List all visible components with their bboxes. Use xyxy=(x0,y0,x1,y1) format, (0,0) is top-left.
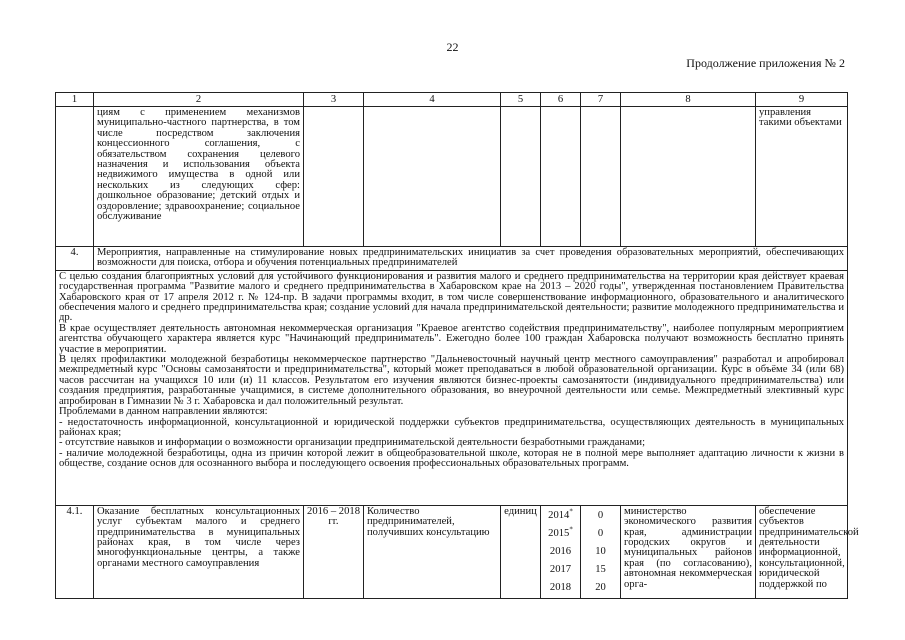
column-header: 3 xyxy=(304,93,364,107)
column-header: 9 xyxy=(756,93,848,107)
description-row xyxy=(56,270,848,505)
problem-item: - недостаточность информационной, консультационной и юридической поддержки субъектов предпринимательства, осуществляющих деятельность в муниципальных районах края; xyxy=(59,416,844,438)
section-description xyxy=(56,270,848,505)
description-paragraph: С целью создания благоприятных условий для устойчивого функционирования и развития малого и среднего предпринимательства на территории края действует краевая государственная программа "Развитие малого и среднего предпринимательства в Хабаровском крае на 2013 – 2020 годы", утвержденная постановлением Правительства Хабаровского края от 17 апреля 2012 г. № 124-пр. В задачи программы входит, в том числе совершенствование информационного, образовательного и аналитического обеспечения малого и среднего предпринимательства края; создание условий для начала предпринимательской деятельности; развитие молодежного предпринимательства и др. xyxy=(59,270,844,324)
year-cell: 2015* xyxy=(548,525,573,539)
result-text-continued: управления такими объектами xyxy=(756,107,848,247)
description-paragraph: В крае осуществляет деятельность автономная некоммерческая организация "Краевое агентство содействия предпринимательству", наиболее популярным мероприятием агентства обучающего характера является курс "Начинающий предприниматель". Ежегодно более 100 граждан Хабаровска получают возможность бесплатно принять участие в мероприятии. xyxy=(59,322,844,355)
section-number: 4. xyxy=(56,247,94,271)
value-column xyxy=(581,505,621,598)
year-cell: 2016 xyxy=(549,545,572,557)
value-cell: 15 xyxy=(595,563,606,575)
year-cell: 2017 xyxy=(549,563,572,575)
value-cell: 20 xyxy=(595,581,606,593)
year-cell: 2018 xyxy=(549,581,572,593)
measure-number: 4.1. xyxy=(56,505,94,598)
indicator-name: Количество предпринимателей, получивших консультацию xyxy=(364,505,501,598)
table-row-4-1 xyxy=(56,505,848,598)
column-header: 7 xyxy=(581,93,621,107)
result-text: обеспечение субъектов предпринимательской деятельности информационной, консультационной, юридической поддержкой по xyxy=(756,505,848,598)
measure-text-continued: циям с применением механизмов муниципально-частного партнерства, в том числе посредством заключения концессионного соглашения, с обязательством сохранения целевого назначения и использования объекта недвижимого имущества в одной или нескольких из следующих сфер: дошкольное образование; детский отдых и оздоровление; здравоохранение; социальное обслуживание xyxy=(94,107,304,247)
description-paragraph: Проблемами в данном направлении являются: xyxy=(59,406,268,418)
measure-period: 2016 – 2018 гг. xyxy=(304,505,364,598)
column-header: 2 xyxy=(94,93,304,107)
year-column xyxy=(541,505,581,598)
column-header: 8 xyxy=(621,93,756,107)
column-header: 5 xyxy=(501,93,541,107)
description-paragraph: В целях профилактики молодежной безработицы некоммерческое партнерство "Дальневосточный научный центр местного самоуправления" разработал и апробировал межпредметный курс "Основы самозанятости и предпринимательства", который может преподаваться в любой образовательной организации. Курс в объёме 34 (или 68) часов рассчитан на учащихся 10 или (и) 11 классов. Результатом его изучения являются бизнес-проекты самозанятости (индивидуального предпринимательства) или создания предприятия, разработанные учащимися, в системе дополнительного образования, во внеурочной деятельности или семье. Межпредметный элективный курс апробирован в Гимназии № 3 г. Хабаровска и дал положительный результат. xyxy=(59,354,844,407)
column-header: 6 xyxy=(541,93,581,107)
value-cell: 0 xyxy=(597,509,604,521)
column-header: 4 xyxy=(364,93,501,107)
executor-text: министерство экономического развития края, администрации городских округов и муниципальных районов края (по согласованию), автономная некоммерческая орга- xyxy=(621,505,756,598)
value-cell: 10 xyxy=(595,545,606,557)
column-number-row xyxy=(56,93,848,107)
table-row-continuation xyxy=(56,107,848,247)
problem-item: - наличие молодежной безработицы, одна из причин которой лежит в общеобразовательной школе, которая не в полной мере выполняет адаптацию личности к жизни в обществе, создание основ для осознанного выбора и последующего освоения профессиональных образовательных программ. xyxy=(59,447,844,470)
problem-item: - отсутствие навыков и информации о возможности организации предпринимательской деятельности безработными гражданами; xyxy=(59,437,646,449)
plan-table xyxy=(55,92,859,599)
value-cell: 0 xyxy=(597,527,604,539)
section-title: Мероприятия, направленные на стимулирование новых предпринимательских инициатив за счет проведения образовательных мероприятий, обеспечивающих возможности для поиска, отбора и обучения потенциальных предпринимателей xyxy=(94,247,848,271)
column-header: 1 xyxy=(56,93,94,107)
unit-of-measure: единиц xyxy=(501,505,541,598)
page-number: 22 xyxy=(446,40,459,54)
section-row xyxy=(56,247,848,271)
measure-name: Оказание бесплатных консультационных услуг субъектам малого и среднего предпринимательства в муниципальных районах края, в том числе через многофункциональные центры, а также органами местного самоуправления xyxy=(94,505,304,598)
continuation-title: Продолжение приложения № 2 xyxy=(686,56,845,70)
year-cell: 2014* xyxy=(548,507,573,521)
